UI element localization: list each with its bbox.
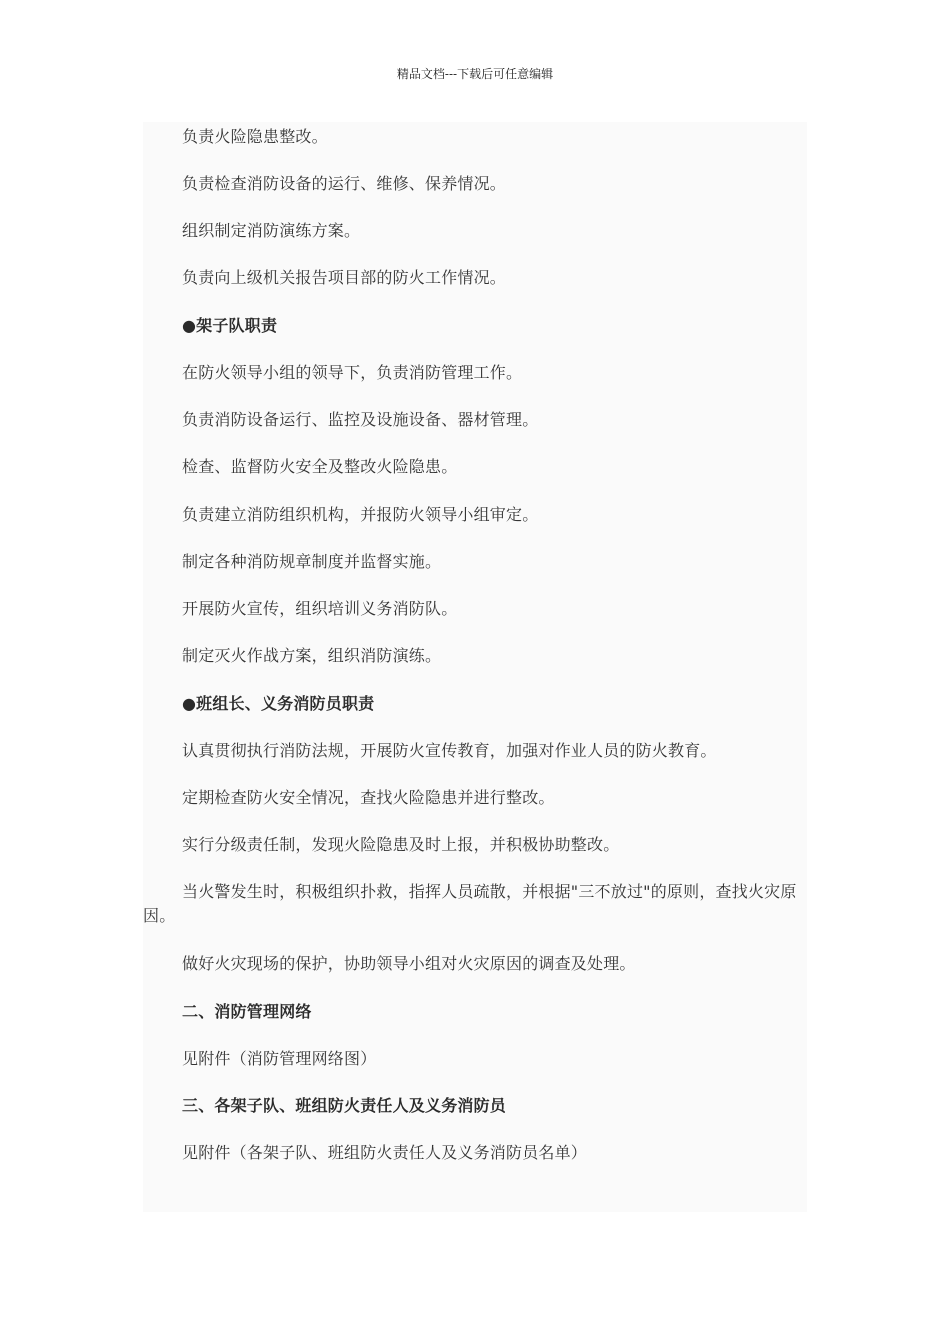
paragraph: 在防火领导小组的领导下，负责消防管理工作。 [182,363,523,382]
paragraph: 开展防火宣传，组织培训义务消防队。 [182,599,458,618]
document-body [143,122,807,1212]
paragraph: 做好火灾现场的保护，协助领导小组对火灾原因的调查及处理。 [182,954,636,973]
paragraph: 实行分级责任制，发现火险隐患及时上报，并积极协助整改。 [182,835,620,854]
paragraph: 见附件（消防管理网络图） [182,1049,377,1068]
paragraph: 负责建立消防组织机构，并报防火领导小组审定。 [182,505,539,524]
paragraph: 负责检查消防设备的运行、维修、保养情况。 [182,174,507,193]
paragraph: 负责消防设备运行、监控及设施设备、器材管理。 [182,410,539,429]
paragraph: 制定各种消防规章制度并监督实施。 [182,552,442,571]
paragraph: 检查、监督防火安全及整改火险隐患。 [182,457,458,476]
paragraph: 见附件（各架子队、班组防火责任人及义务消防员名单） [182,1143,588,1162]
page-header: 精品文档---下载后可任意编辑 [396,67,554,81]
section-heading: ●架子队职责 [182,316,278,335]
section-heading: 二、消防管理网络 [182,1002,312,1021]
section-heading: 三、各架子队、班组防火责任人及义务消防员 [182,1096,507,1115]
section-heading: ●班组长、义务消防员职责 [182,694,375,713]
paragraph: 当火警发生时，积极组织扑救，指挥人员疏散，并根据"三不放过"的原则，查找火灾原因。 [143,882,797,925]
paragraph: 制定灭火作战方案，组织消防演练。 [182,646,442,665]
paragraph: 认真贯彻执行消防法规，开展防火宣传教育，加强对作业人员的防火教育。 [182,741,717,760]
paragraph: 负责火险隐患整改。 [182,127,328,146]
paragraph: 定期检查防火安全情况，查找火险隐患并进行整改。 [182,788,555,807]
paragraph: 负责向上级机关报告项目部的防火工作情况。 [182,268,507,287]
paragraph: 组织制定消防演练方案。 [182,221,361,240]
